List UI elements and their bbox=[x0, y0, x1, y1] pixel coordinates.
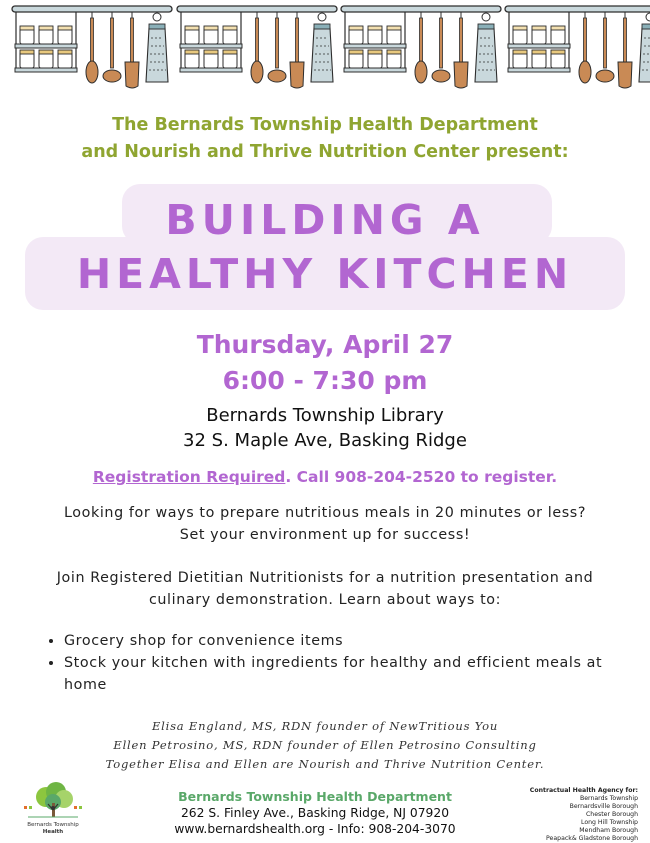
join-paragraph bbox=[30, 567, 620, 611]
agency-town: Chester Borough bbox=[585, 811, 638, 818]
registration-call-text: . Call 908-204-2520 to register. bbox=[285, 468, 558, 486]
intro-paragraph bbox=[30, 502, 620, 546]
topics-list bbox=[42, 630, 644, 696]
presenters-line-1: The Bernards Township Health Department bbox=[112, 115, 538, 135]
join-line-1: Join Registered Dietitian Nutritionists for a nutrition presentation and bbox=[56, 570, 594, 586]
credit-line-1: Elisa England, MS, RDN founder of NewTritious You bbox=[151, 719, 499, 733]
list-item: • Grocery shop for convenience items bbox=[64, 630, 644, 652]
presenters-line-2: and Nourish and Thrive Nutrition Center present: bbox=[81, 142, 569, 162]
intro-line-2: Set your environment up for success! bbox=[179, 527, 471, 543]
bernards-health-logo bbox=[20, 781, 90, 836]
title-line-2: HEALTHY KITCHEN bbox=[76, 250, 574, 298]
contractual-agency-list bbox=[488, 787, 638, 843]
agency-town: Bernardsville Borough bbox=[569, 803, 638, 810]
list-item: • Stock your kitchen with ingredients for healthy and efficient meals at home bbox=[64, 652, 644, 696]
intro-line-1: Looking for ways to prepare nutritious meals in 20 minutes or less? bbox=[63, 505, 587, 521]
presenters-heading bbox=[0, 112, 650, 166]
footer-address: 262 S. Finley Ave., Basking Ridge, NJ 07920 bbox=[180, 806, 450, 820]
title-line-1: BUILDING A bbox=[165, 196, 485, 244]
registration-notice bbox=[0, 468, 650, 486]
presenter-credits bbox=[0, 717, 650, 774]
event-venue: Bernards Township Library bbox=[206, 405, 444, 426]
agency-town: Peapack& Gladstone Borough bbox=[546, 835, 638, 842]
kitchen-utensils-banner bbox=[0, 0, 650, 100]
credit-line-3: Together Elisa and Ellen are Nourish and Thrive Nutrition Center. bbox=[105, 757, 545, 771]
event-date: Thursday, April 27 bbox=[196, 330, 454, 359]
join-line-2: culinary demonstration. Learn about ways to: bbox=[148, 592, 502, 608]
logo-text-1: Bernards Township bbox=[27, 822, 79, 828]
agency-town: Long Hill Township bbox=[580, 819, 638, 826]
logo-text-2: Health bbox=[42, 829, 64, 835]
agency-town: Bernards Township bbox=[579, 795, 638, 802]
footer-contact-line[interactable]: www.bernardshealth.org - Info: 908-204-3070 bbox=[174, 822, 456, 836]
agency-town: Mendham Borough bbox=[579, 827, 638, 834]
event-address: 32 S. Maple Ave, Basking Ridge bbox=[183, 430, 467, 451]
event-time: 6:00 - 7:30 pm bbox=[222, 366, 428, 395]
agency-title: Contractual Health Agency for: bbox=[529, 787, 638, 794]
footer-department: Bernards Township Health Department bbox=[178, 789, 452, 804]
footer-contact bbox=[150, 789, 480, 837]
credit-line-2: Ellen Petrosino, MS, RDN founder of Ellen Petrosino Consulting bbox=[113, 738, 537, 752]
registration-link[interactable]: Registration Required bbox=[92, 468, 286, 486]
